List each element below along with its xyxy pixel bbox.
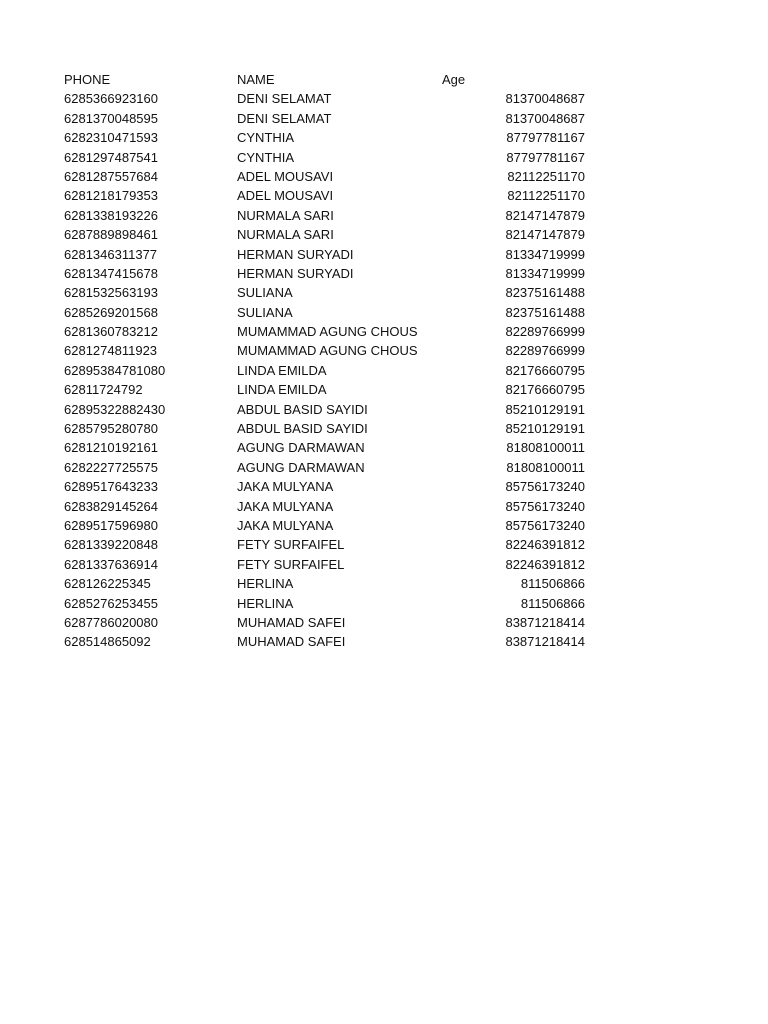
age-cell: 82112251170 xyxy=(507,168,585,184)
phone-cell: 628514865092 xyxy=(64,634,151,650)
phone-cell: 6289517643233 xyxy=(64,479,158,495)
table-row xyxy=(64,186,594,205)
name-cell: LINDA EMILDA xyxy=(237,382,327,398)
column-header-name: NAME xyxy=(237,72,275,87)
table-row xyxy=(64,594,594,613)
name-cell: LINDA EMILDA xyxy=(237,362,327,378)
name-cell: MUHAMAD SAFEI xyxy=(237,634,346,650)
table-body xyxy=(64,89,594,651)
table-row xyxy=(64,380,594,399)
table-row xyxy=(64,303,594,322)
table-row xyxy=(64,555,594,574)
name-cell: NURMALA SARI xyxy=(237,207,334,223)
table-row xyxy=(64,438,594,457)
phone-cell: 6285366923160 xyxy=(64,91,158,107)
table-row xyxy=(64,89,594,108)
table-row xyxy=(64,400,594,419)
table-row xyxy=(64,574,594,593)
table-row xyxy=(64,283,594,302)
phone-cell: 6282310471593 xyxy=(64,130,158,146)
table-row xyxy=(64,167,594,186)
table-row xyxy=(64,109,594,128)
table-row xyxy=(64,322,594,341)
phone-cell: 6281297487541 xyxy=(64,149,158,165)
age-cell: 82246391812 xyxy=(505,537,585,553)
phone-cell: 6282227725575 xyxy=(64,459,158,475)
name-cell: SULIANA xyxy=(237,304,293,320)
name-cell: JAKA MULYANA xyxy=(237,517,334,533)
phone-cell: 6281339220848 xyxy=(64,537,158,553)
name-cell: HERLINA xyxy=(237,576,294,592)
phone-cell: 628126225345 xyxy=(64,576,151,592)
age-cell: 82147147879 xyxy=(505,227,585,243)
phone-cell: 6285276253455 xyxy=(64,595,158,611)
name-cell: ADEL MOUSAVI xyxy=(237,188,334,204)
age-cell: 81808100011 xyxy=(506,459,585,475)
table-row xyxy=(64,361,594,380)
age-cell: 83871218414 xyxy=(505,614,585,630)
phone-cell: 6281532563193 xyxy=(64,285,158,301)
phone-cell: 6281347415678 xyxy=(64,265,158,281)
age-cell: 85756173240 xyxy=(505,479,585,495)
name-cell: ABDUL BASID SAYIDI xyxy=(237,401,368,417)
table-row xyxy=(64,206,594,225)
age-cell: 82375161488 xyxy=(505,304,585,320)
name-cell: FETY SURFAIFEL xyxy=(237,556,345,572)
data-table xyxy=(64,70,594,652)
name-cell: AGUNG DARMAWAN xyxy=(237,459,365,475)
age-cell: 87797781167 xyxy=(506,130,585,146)
name-cell: ABDUL BASID SAYIDI xyxy=(237,421,368,437)
table-row xyxy=(64,516,594,535)
name-cell: DENI SELAMAT xyxy=(237,91,332,107)
age-cell: 82289766999 xyxy=(505,324,585,340)
age-cell: 82147147879 xyxy=(505,207,585,223)
name-cell: SULIANA xyxy=(237,285,293,301)
table-row xyxy=(64,613,594,632)
age-cell: 85756173240 xyxy=(505,517,585,533)
age-cell: 85210129191 xyxy=(505,421,585,437)
phone-cell: 62811724792 xyxy=(64,382,143,398)
age-cell: 83871218414 xyxy=(505,634,585,650)
table-row xyxy=(64,148,594,167)
phone-cell: 6287786020080 xyxy=(64,614,158,630)
age-cell: 87797781167 xyxy=(506,149,585,165)
column-header-age: Age xyxy=(442,72,466,87)
table-row xyxy=(64,128,594,147)
age-cell: 85210129191 xyxy=(505,401,585,417)
age-cell: 811506866 xyxy=(520,595,585,611)
age-cell: 81370048687 xyxy=(505,110,585,126)
phone-cell: 62895384781080 xyxy=(64,362,166,378)
name-cell: HERMAN SURYADI xyxy=(237,246,354,262)
name-cell: JAKA MULYANA xyxy=(237,479,334,495)
name-cell: MUMAMMAD AGUNG CHOUS xyxy=(237,324,418,340)
phone-cell: 6283829145264 xyxy=(64,498,158,514)
phone-cell: 6281218179353 xyxy=(64,188,158,204)
table-row xyxy=(64,341,594,360)
age-cell: 82246391812 xyxy=(505,556,585,572)
table-header-row xyxy=(64,70,594,89)
name-cell: FETY SURFAIFEL xyxy=(237,537,345,553)
name-cell: HERLINA xyxy=(237,595,294,611)
table-row xyxy=(64,264,594,283)
phone-cell: 6281370048595 xyxy=(64,110,158,126)
phone-cell: 6281337636914 xyxy=(64,556,158,572)
name-cell: ADEL MOUSAVI xyxy=(237,168,334,184)
name-cell: HERMAN SURYADI xyxy=(237,265,354,281)
table-row xyxy=(64,497,594,516)
phone-cell: 6281287557684 xyxy=(64,168,158,184)
age-cell: 82176660795 xyxy=(505,382,585,398)
name-cell: DENI SELAMAT xyxy=(237,110,332,126)
table-row xyxy=(64,225,594,244)
table-row xyxy=(64,458,594,477)
table-row xyxy=(64,632,594,651)
age-cell: 81370048687 xyxy=(505,91,585,107)
table-row xyxy=(64,419,594,438)
phone-cell: 6281274811923 xyxy=(64,343,158,359)
phone-cell: 6281360783212 xyxy=(64,324,158,340)
age-cell: 82112251170 xyxy=(507,188,585,204)
age-cell: 81334719999 xyxy=(505,246,585,262)
age-cell: 81334719999 xyxy=(505,265,585,281)
phone-cell: 6281338193226 xyxy=(64,207,158,223)
phone-cell: 6287889898461 xyxy=(64,227,158,243)
age-cell: 82176660795 xyxy=(505,362,585,378)
phone-cell: 6281210192161 xyxy=(64,440,158,456)
table-row xyxy=(64,477,594,496)
table-row xyxy=(64,245,594,264)
age-cell: 82289766999 xyxy=(505,343,585,359)
column-header-phone: PHONE xyxy=(64,72,111,87)
phone-cell: 62895322882430 xyxy=(64,401,166,417)
table-row xyxy=(64,535,594,554)
age-cell: 82375161488 xyxy=(505,285,585,301)
age-cell: 811506866 xyxy=(520,576,585,592)
phone-cell: 6281346311377 xyxy=(64,246,158,262)
name-cell: AGUNG DARMAWAN xyxy=(237,440,365,456)
age-cell: 85756173240 xyxy=(505,498,585,514)
name-cell: CYNTHIA xyxy=(237,149,295,165)
name-cell: MUMAMMAD AGUNG CHOUS xyxy=(237,343,418,359)
name-cell: CYNTHIA xyxy=(237,130,295,146)
phone-cell: 6285795280780 xyxy=(64,421,158,437)
phone-cell: 6289517596980 xyxy=(64,517,158,533)
phone-cell: 6285269201568 xyxy=(64,304,158,320)
name-cell: NURMALA SARI xyxy=(237,227,334,243)
name-cell: MUHAMAD SAFEI xyxy=(237,614,346,630)
name-cell: JAKA MULYANA xyxy=(237,498,334,514)
age-cell: 81808100011 xyxy=(506,440,585,456)
